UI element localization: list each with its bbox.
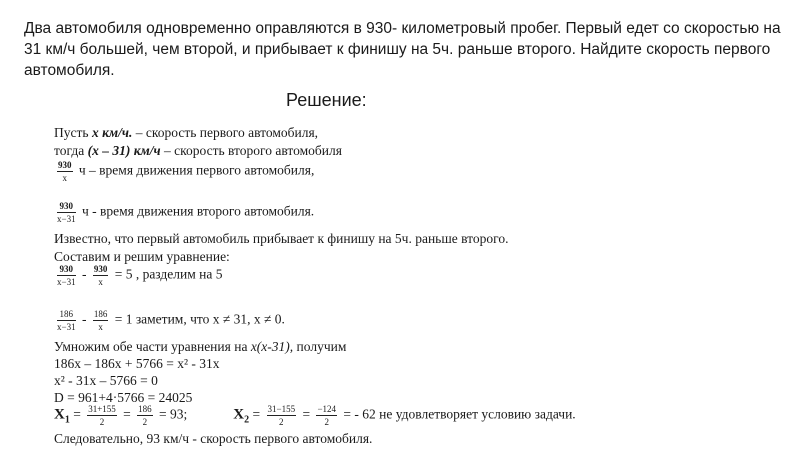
text: ч - время движения второго автомобиля. [78,203,315,219]
solution-line-4 [54,201,774,224]
solution-line-12: D = 961+4·5766 = 24025 [54,390,193,405]
conclusion-line: Следовательно, 93 км/ч - скорость первого автомобиля. [54,431,373,446]
equals: = [299,406,314,422]
solution-heading: Решение: [286,90,367,110]
equals: = [249,406,264,422]
text: – скорость первого автомобиля, [132,125,319,140]
solution-line-1 [54,124,774,141]
text: Умножим обе части уравнения на [54,339,251,354]
solution-line-9 [54,338,774,355]
solution-line-11: х² - 31х – 5766 = 0 [54,373,158,388]
fraction-930-over-x-31: $\frac{930}{х-31}$ [57,201,76,224]
root-x2-value: = - 62 не удовлетворяет условию задачи. [340,406,576,422]
fraction: $\frac{31+155}{2}$ [88,404,116,427]
fraction: $\frac{186}{х}$ [93,309,108,332]
minus-sign: - [78,266,90,282]
text: получим [293,339,347,354]
solution-line-5: Известно, что первый автомобиль прибывает к финишу на 5ч. раньше второго. [54,231,509,246]
text: ч – время движения первого автомобиля, [75,162,315,178]
fraction: $\frac{186}{2}$ [138,404,152,427]
roots-line [54,404,774,428]
fraction-930-over-x: $\frac{930}{х}$ [58,160,72,183]
multiplier: х(х-31), [250,339,294,354]
fraction: $\frac{186}{х-31}$ [57,309,76,332]
minus-sign: - [78,311,90,327]
text: тогда [54,143,88,158]
equals: = [69,406,85,422]
equation-line-1 [54,264,774,287]
subscript: 2 [244,414,250,426]
equation-line-2 [54,309,774,332]
root-x1-value: = 93; [155,406,188,422]
text: – скорость второго автомобиля [160,143,342,158]
text: = 5 , разделим на 5 [111,266,223,282]
equals: = [119,406,135,422]
subscript: 1 [64,414,70,426]
variable-x-minus-31: (х – 31) км/ч [87,143,161,158]
solution-line-2 [54,142,774,159]
variable-x: х км/ч. [91,125,133,140]
fraction: $\frac{-124}{2}$ [317,404,337,427]
text: = 1 заметим, что х ≠ 31, х ≠ 0. [111,311,285,327]
text: Пусть [54,125,92,140]
root-x2-label: X [233,406,245,423]
fraction: $\frac{31-155}{2}$ [267,404,296,427]
fraction: $\frac{930}{х-31}$ [57,264,76,287]
solution-line-6: Составим и решим уравнение: [54,249,230,264]
solution-line-10: 186х – 186х + 5766 = х² - 31х [54,356,220,371]
fraction: $\frac{930}{х}$ [93,264,108,287]
problem-statement: Два автомобиля одновременно оправляются в 930- километровый пробег. Первый едет со скоростью на 31 км/ч большей, чем второй, и прибывает к финишу на 5ч. раньше второго. Найдите скорость первого автомобиля. [24,20,781,79]
solution-line-3 [54,160,774,183]
root-x1-label: X [54,406,65,423]
